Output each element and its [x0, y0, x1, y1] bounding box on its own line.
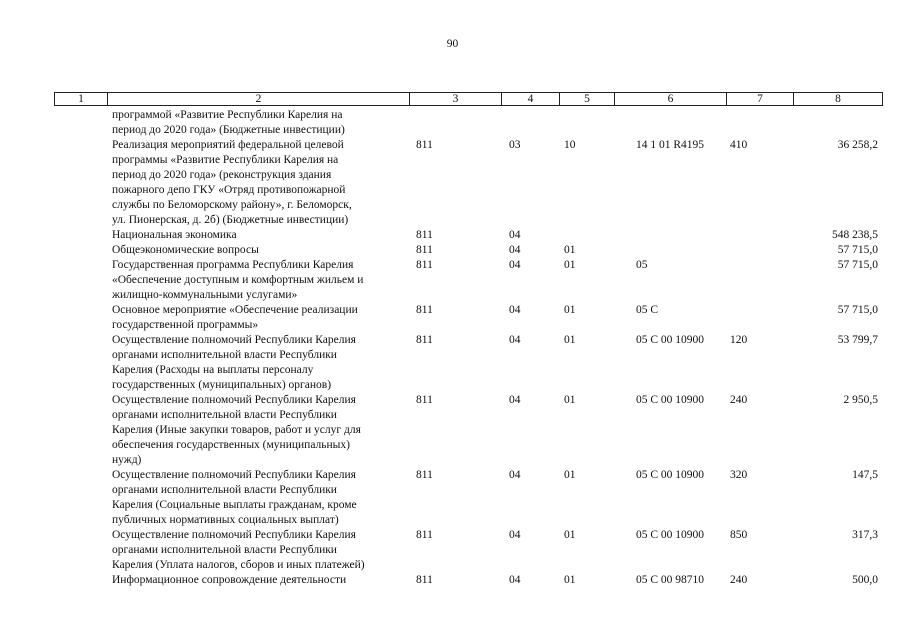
column-header-7: 7 — [726, 93, 793, 105]
column-header-8: 8 — [793, 93, 882, 105]
row-ministry-code: 811 — [416, 469, 433, 481]
row-description: Информационное сопровождение деятельности — [112, 574, 347, 586]
table-row — [0, 333, 905, 393]
column-header-3: 3 — [409, 93, 501, 105]
row-ministry-code: 811 — [416, 334, 433, 346]
row-subsection-code: 01 — [564, 334, 576, 346]
row-section-code: 04 — [509, 304, 521, 316]
row-expense-type: 850 — [730, 529, 748, 541]
table-row — [0, 573, 905, 588]
row-amount: 500,0 — [852, 574, 878, 586]
row-amount: 57 715,0 — [837, 304, 878, 316]
table-row — [0, 303, 905, 333]
row-amount: 36 258,2 — [837, 139, 878, 151]
table-row — [0, 393, 905, 468]
row-description: Реализация мероприятий федеральной целевой программы «Развитие Республики Карелия на период до 2020 года» (реконструкция здания пожарного депо ГКУ «Отряд противопожарной службы по Беломорскому району», г. Беломорск, ул. Пионерская, д. 2б) (Бюджетные инвестиции) — [112, 139, 352, 226]
column-header-5: 5 — [559, 93, 614, 105]
row-target-article: 14 1 01 R4195 — [636, 139, 705, 151]
row-section-code: 04 — [509, 529, 521, 541]
row-ministry-code: 811 — [416, 394, 433, 406]
row-ministry-code: 811 — [416, 139, 433, 151]
row-subsection-code: 01 — [564, 259, 576, 271]
page-number: 90 — [446, 38, 459, 50]
row-target-article: 05 — [636, 259, 648, 271]
row-amount: 147,5 — [852, 469, 878, 481]
row-target-article: 05 С 00 10900 — [636, 469, 705, 481]
row-section-code: 04 — [509, 244, 521, 256]
row-target-article: 05 С 00 98710 — [636, 574, 705, 586]
row-subsection-code: 01 — [564, 304, 576, 316]
row-target-article: 05 С 00 10900 — [636, 529, 705, 541]
table-row — [0, 528, 905, 573]
row-subsection-code: 01 — [564, 469, 576, 481]
row-section-code: 04 — [509, 334, 521, 346]
column-header-6: 6 — [614, 93, 726, 105]
row-amount: 57 715,0 — [837, 244, 878, 256]
row-description: Осуществление полномочий Республики Карелия органами исполнительной власти Республики Карелия (Расходы на выплаты персоналу государственных (муниципальных) органов) — [112, 334, 356, 391]
row-section-code: 03 — [509, 139, 521, 151]
row-amount: 53 799,7 — [837, 334, 878, 346]
table-row — [0, 468, 905, 528]
row-target-article: 05 С 00 10900 — [636, 334, 705, 346]
row-ministry-code: 811 — [416, 259, 433, 271]
row-description: Общеэкономические вопросы — [112, 244, 259, 256]
row-section-code: 04 — [509, 574, 521, 586]
row-section-code: 04 — [509, 394, 521, 406]
row-description: Национальная экономика — [112, 229, 237, 241]
row-description: Осуществление полномочий Республики Карелия органами исполнительной власти Республики Карелия (Иные закупки товаров, работ и услуг для обеспечения государственных (муниципальных) нужд) — [112, 394, 361, 466]
row-expense-type: 240 — [730, 394, 748, 406]
row-description: Основное мероприятие «Обеспечение реализации государственной программы» — [112, 304, 358, 331]
row-subsection-code: 10 — [564, 139, 576, 151]
row-amount: 2 950,5 — [843, 394, 878, 406]
table-header — [54, 92, 883, 106]
row-section-code: 04 — [509, 259, 521, 271]
column-header-4: 4 — [501, 93, 559, 105]
row-description: Осуществление полномочий Республики Карелия органами исполнительной власти Республики Карелия (Уплата налогов, сборов и иных платежей) — [112, 529, 365, 571]
row-target-article: 05 С — [636, 304, 659, 316]
row-expense-type: 120 — [730, 334, 748, 346]
row-description: Осуществление полномочий Республики Карелия органами исполнительной власти Республики Карелия (Социальные выплаты гражданам, кроме публичных нормативных социальных выплат) — [112, 469, 357, 526]
row-subsection-code: 01 — [564, 529, 576, 541]
row-subsection-code: 01 — [564, 244, 576, 256]
row-amount: 548 238,5 — [832, 229, 878, 241]
row-expense-type: 320 — [730, 469, 748, 481]
table-row — [0, 258, 905, 303]
row-target-article: 05 С 00 10900 — [636, 394, 705, 406]
budget-table-body — [0, 108, 905, 588]
column-header-2: 2 — [107, 93, 409, 105]
row-subsection-code: 01 — [564, 394, 576, 406]
row-amount: 57 715,0 — [837, 259, 878, 271]
row-ministry-code: 811 — [416, 574, 433, 586]
table-row — [0, 243, 905, 258]
row-subsection-code: 01 — [564, 574, 576, 586]
row-description: Государственная программа Республики Карелия «Обеспечение доступным и комфортным жильем и жилищно-коммунальными услугами» — [112, 259, 364, 301]
row-ministry-code: 811 — [416, 529, 433, 541]
row-ministry-code: 811 — [416, 244, 433, 256]
column-header-1: 1 — [78, 93, 84, 105]
row-expense-type: 410 — [730, 139, 748, 151]
row-ministry-code: 811 — [416, 304, 433, 316]
row-expense-type: 240 — [730, 574, 748, 586]
table-row — [0, 228, 905, 243]
row-ministry-code: 811 — [416, 229, 433, 241]
row-section-code: 04 — [509, 469, 521, 481]
row-section-code: 04 — [509, 229, 521, 241]
row-description: программой «Развитие Республики Карелия на период до 2020 года» (Бюджетные инвестиции) — [112, 109, 345, 136]
table-row — [0, 108, 905, 138]
table-row — [0, 138, 905, 228]
row-amount: 317,3 — [852, 529, 878, 541]
